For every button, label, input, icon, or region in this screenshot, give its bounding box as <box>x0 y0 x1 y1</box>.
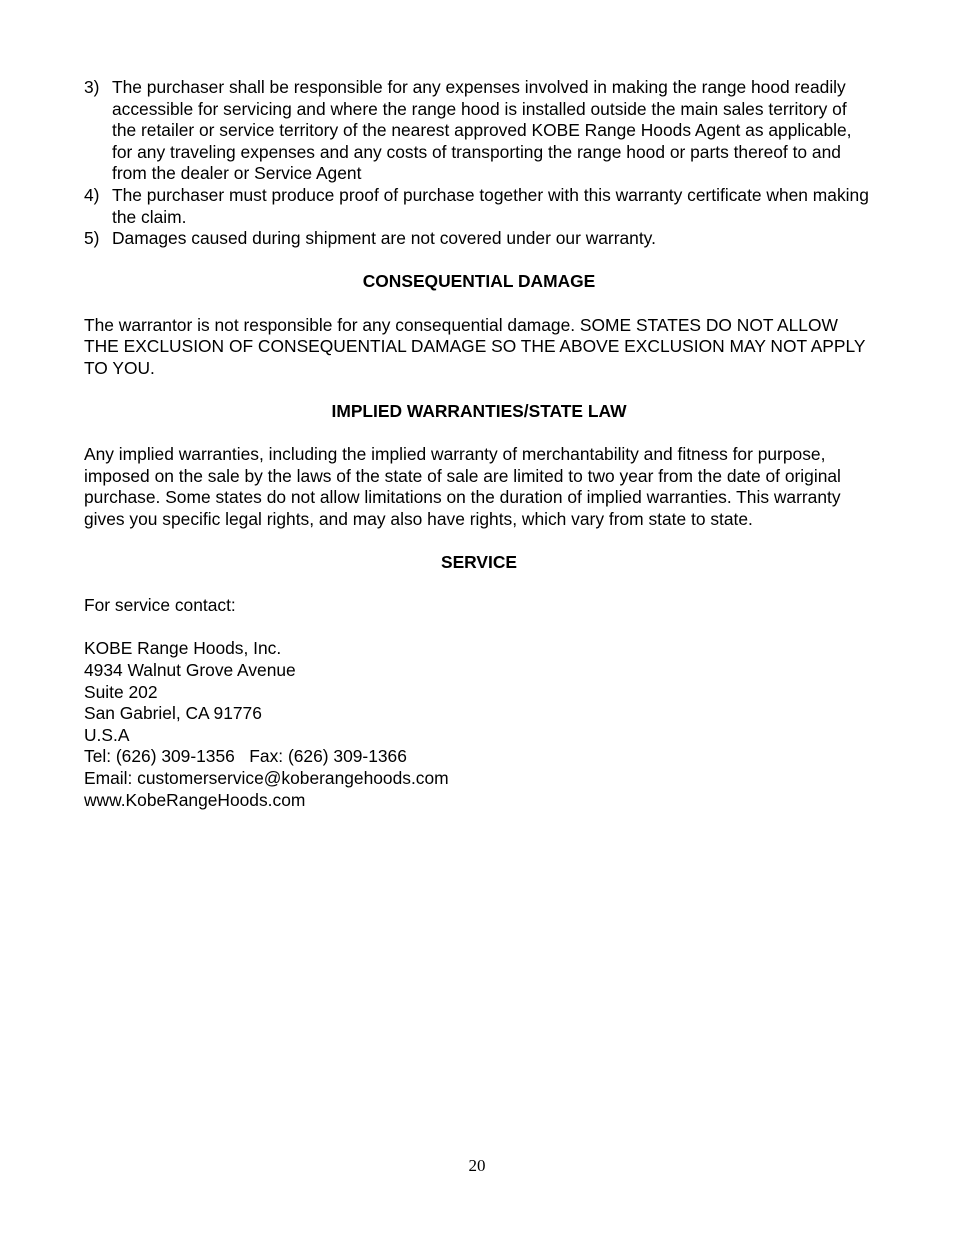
list-item-text: Damages caused during shipment are not covered under our warranty. <box>112 228 656 249</box>
document-page <box>84 77 874 811</box>
service-intro: For service contact: <box>84 595 236 616</box>
street-address: 4934 Walnut Grove Avenue <box>84 660 296 681</box>
warranty-conditions-list <box>84 77 874 250</box>
city-address: San Gabriel, CA 91776 <box>84 703 262 724</box>
email: Email: customerservice@koberangehoods.com <box>84 768 449 788</box>
service-heading: SERVICE <box>440 552 518 573</box>
list-item <box>84 185 874 228</box>
country: U.S.A <box>84 724 130 745</box>
consequential-damage-body: The warrantor is not responsible for any consequential damage. SOME STATES DO NOT ALLOW THE EXCLUSION OF CONSEQUENTIAL DAMAGE SO THE ABOVE EXCLUSION MAY NOT APPLY TO YOU. <box>84 314 866 378</box>
list-item-number: 4) <box>84 184 100 205</box>
list-item-number: 3) <box>84 77 100 97</box>
list-item-text: The purchaser shall be responsible for any expenses involved in making the range hood readily accessible for servicing and where the range hood is installed outside the main sales territory of the retailer or service territory of the nearest approved KOBE Range Hoods Agent as applicable, for any traveling expenses and any costs of transporting the range hood or parts thereof to and from the dealer or Service Agent <box>112 77 852 184</box>
page-number: 20 <box>468 1156 486 1175</box>
consequential-damage-heading: CONSEQUENTIAL DAMAGE <box>362 271 596 292</box>
service-contact-block <box>84 638 874 811</box>
list-item-text: The purchaser must produce proof of purchase together with this warranty certificate when making the claim. <box>112 184 869 227</box>
implied-warranties-body: Any implied warranties, including the implied warranty of merchantability and fitness for purpose, imposed on the sale by the laws of the state of sale are limited to two year from the date of original purchase. Some states do not allow limitations on the duration of implied warranties. This warranty gives you specific legal rights, and may also have rights, which vary from state to state. <box>84 444 841 529</box>
list-item <box>84 228 874 250</box>
implied-warranties-heading: IMPLIED WARRANTIES/STATE LAW <box>331 400 627 421</box>
company-name: KOBE Range Hoods, Inc. <box>84 638 282 659</box>
phone-fax: Tel: (626) 309-1356 Fax: (626) 309-1366 <box>84 746 407 767</box>
suite-address: Suite 202 <box>84 681 158 702</box>
website: www.KobeRangeHoods.com <box>84 789 306 810</box>
list-item-number: 5) <box>84 228 100 249</box>
list-item <box>84 77 874 185</box>
